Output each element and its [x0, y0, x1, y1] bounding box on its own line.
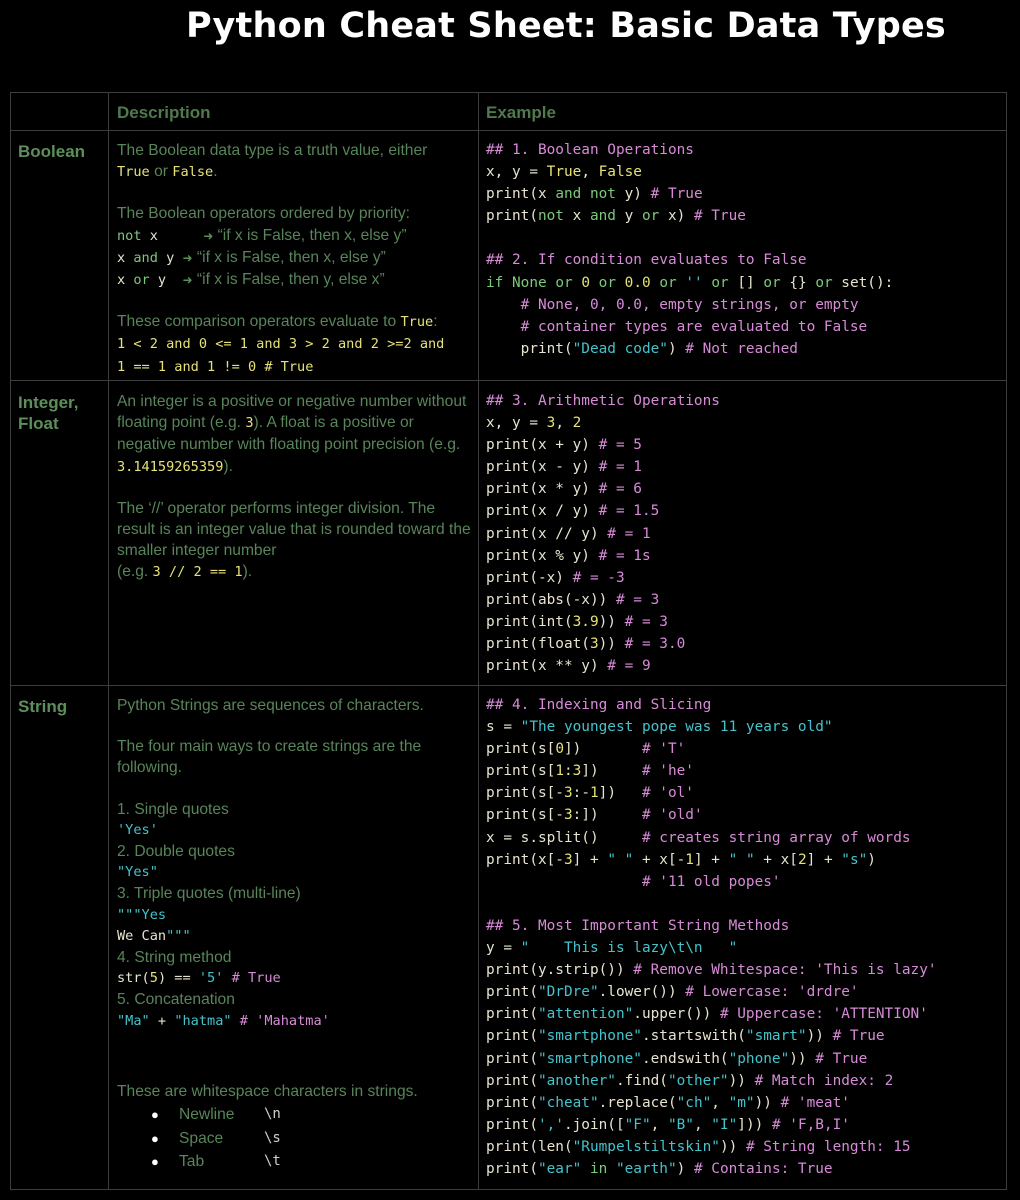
code-line: print(s[-3:]) # 'old' — [486, 807, 703, 824]
code-line — [486, 227, 893, 249]
code-line: print(x - y) # = 1 — [486, 459, 642, 476]
code-line: print("smartphone".startswith("smart")) # True — [486, 1028, 885, 1045]
whitespace-escape: \n — [264, 1106, 281, 1122]
code-line: y = " This is lazy\t\n " — [486, 940, 738, 957]
operator-row — [117, 227, 407, 244]
way-code: "Ma" + "hatma" # 'Mahatma' — [117, 1012, 330, 1029]
code-line: print(len("Rumpelstiltskin")) # String length: 15 — [486, 1138, 911, 1155]
float-example: 3.14159265359 — [117, 458, 224, 475]
string-label: String — [18, 697, 68, 716]
comparison-code-line: 1 < 2 and 0 <= 1 and 3 > 2 and 2 >=2 and — [117, 336, 445, 353]
code-line: print(x // y) # = 1 — [486, 525, 651, 542]
column-divider — [478, 93, 479, 1189]
division-paragraph — [117, 498, 477, 584]
code-line: print(x + y) # = 5 — [486, 437, 642, 454]
way-title: 2. Double quotes — [117, 843, 235, 861]
period-text: . — [213, 163, 218, 181]
code-line: print("DrDre".lower()) # Lowercase: 'drdre' — [486, 984, 859, 1001]
code-line: print(s[-3:-1]) # 'ol' — [486, 785, 694, 802]
integer-label: Integer, — [18, 393, 79, 412]
comparison-code-line: 1 == 1 and 1 != 0 # True — [117, 358, 314, 375]
way-title: 1. Single quotes — [117, 800, 229, 818]
integer-paragraph — [117, 391, 477, 478]
code-line: print(x * y) # = 6 — [486, 481, 642, 498]
operators-intro: The Boolean operators ordered by priority: — [117, 205, 410, 223]
code-line: print("attention".upper()) # Uppercase: 'ATTENTION' — [486, 1006, 928, 1023]
integer-description — [117, 391, 477, 604]
false-literal: False — [172, 164, 214, 181]
description-header: Description — [117, 103, 211, 122]
or-text: or — [149, 163, 173, 181]
code-line: ## 1. Boolean Operations — [486, 142, 694, 158]
whitespace-name: Space — [179, 1129, 224, 1147]
code-line: print(s[0]) # 'T' — [486, 741, 686, 758]
bullet-icon: ● — [151, 1107, 159, 1122]
code-line — [486, 893, 937, 915]
operator-code: x — [117, 249, 126, 266]
integer-text: An integer is a positive or negative number without floating point (e.g. — [117, 393, 467, 432]
float-label: Float — [18, 414, 59, 433]
code-line: print(abs(-x)) # = 3 — [486, 591, 660, 608]
division-eg: (e.g. — [117, 563, 153, 581]
row-divider — [11, 685, 1006, 686]
operator-gap — [174, 250, 182, 266]
bullet-icon: ● — [151, 1154, 159, 1169]
code-line: print(not x and y or x) # True — [486, 208, 746, 225]
code-line: print(x / y) # = 1.5 — [486, 503, 660, 520]
boolean-example-code — [486, 139, 893, 360]
arrow-icon: ➜ — [182, 250, 193, 265]
code-line: print(x ** y) # = 9 — [486, 658, 651, 675]
code-line: print(','.join(["F", "B", "I"])) # 'F,B,I' — [486, 1116, 850, 1133]
code-line: x, y = 3, 2 — [486, 415, 582, 432]
code-line: print("another".find("other")) # Match index: 2 — [486, 1072, 894, 1089]
integer-example-code — [486, 390, 720, 677]
code-line: x = s.split() # creates string array of words — [486, 829, 911, 846]
operator-gap — [166, 272, 182, 288]
code-line: print("Dead code") # Not reached — [486, 340, 798, 357]
operator-code: x — [141, 227, 158, 244]
string-creation-ways — [117, 799, 477, 1032]
string-example-code — [486, 694, 937, 1180]
code-line: print("cheat".replace("ch", "m")) # 'meat' — [486, 1094, 850, 1111]
way-code: str(5) == '5' # True — [117, 970, 281, 987]
way-code: 'Yes' — [117, 821, 158, 838]
code-line: if None or 0 or 0.0 or '' or [] or {} or set(): — [486, 274, 894, 291]
operator-row — [117, 249, 386, 266]
way-title: 4. String method — [117, 949, 232, 967]
boolean-description — [117, 140, 477, 398]
float-text: ). A float is a positive or negative number with floating point precision (e.g. — [117, 414, 461, 454]
code-line: print(-x) # = -3 — [486, 569, 625, 586]
comparison-operators — [117, 311, 477, 378]
page-title: Python Cheat Sheet: Basic Data Types — [186, 6, 946, 46]
code-line: ## 3. Arithmetic Operations — [486, 393, 720, 409]
column-divider — [108, 93, 109, 1189]
bullet-icon: ● — [151, 1130, 159, 1146]
colon-text: : — [433, 313, 438, 331]
code-line: ## 4. Indexing and Slicing — [486, 697, 712, 713]
code-line: # None, 0, 0.0, empty strings, or empty — [520, 296, 859, 313]
code-line: print(x and not y) # True — [486, 186, 703, 203]
comparison-intro: These comparison operators evaluate to — [117, 313, 397, 331]
true-literal: True — [117, 164, 150, 181]
operator-code: y — [149, 272, 167, 289]
code-line: print(x[-3] + " " + x[-1] + " " + x[2] + "s") — [486, 851, 876, 868]
boolean-intro-text: The Boolean data type is a truth value, either — [117, 142, 428, 159]
integer-example: 3 — [245, 415, 254, 432]
operator-code: not — [117, 227, 142, 244]
whitespace-intro: These are whitespace characters in strings. — [117, 1083, 418, 1100]
boolean-intro — [117, 140, 477, 183]
string-ways-intro: The four main ways to create strings are the following. — [117, 738, 422, 777]
code-line: print(s[1:3]) # 'he' — [486, 763, 694, 780]
arrow-icon: ➜ — [203, 228, 214, 243]
code-line: print(int(3.9)) # = 3 — [486, 613, 668, 630]
way-code: """Yes — [117, 906, 167, 923]
code-line: print("ear" in "earth") # Contains: True — [486, 1160, 833, 1177]
division-text: The ‘//’ operator performs integer division. The result is an integer value that is rounded toward the smaller integer number — [117, 499, 471, 560]
code-line: ## 5. Most Important String Methods — [486, 917, 790, 934]
cheat-sheet-table — [10, 92, 1007, 1190]
operator-meaning: “if x is False, then y, else x” — [196, 271, 385, 289]
code-line: print("smartphone".endswith("phone")) # True — [486, 1050, 868, 1067]
operator-row — [117, 271, 385, 288]
way-code: We Can""" — [117, 927, 191, 944]
whitespace-escape: \s — [264, 1129, 281, 1146]
code-line: print(y.strip()) # Remove Whitespace: 'This is lazy' — [486, 962, 937, 979]
operator-gap — [158, 228, 199, 244]
operator-meaning: “if x is False, then x, else y” — [217, 226, 407, 244]
division-code: 3 // 2 == 1 — [152, 564, 243, 581]
whitespace-escape: \t — [264, 1153, 281, 1169]
whitespace-name: Tab — [179, 1153, 205, 1170]
boolean-operators — [117, 203, 477, 291]
operator-code: and — [125, 249, 158, 266]
code-line: ## 2. If condition evaluates to False — [486, 252, 807, 269]
operator-code: or — [125, 272, 150, 289]
closing-text: ). — [242, 563, 253, 581]
boolean-label: Boolean — [18, 142, 86, 161]
code-line: # container types are evaluated to False — [520, 318, 868, 335]
way-title: 5. Concatenation — [117, 991, 235, 1009]
row-divider — [11, 130, 1006, 131]
way-title: 3. Triple quotes (multi-line) — [117, 885, 301, 903]
code-line: # '11 old popes' — [641, 873, 781, 890]
way-code: "Yes" — [117, 864, 158, 881]
operator-code: x — [117, 272, 126, 289]
example-header: Example — [486, 103, 556, 122]
operator-meaning: “if x is False, then x, else y” — [196, 248, 386, 266]
true-literal: True — [400, 314, 434, 331]
code-line: print(x % y) # = 1s — [486, 547, 651, 564]
whitespace-name: Newline — [179, 1106, 235, 1123]
string-description — [117, 695, 477, 1032]
code-line: print(float(3)) # = 3.0 — [486, 636, 686, 653]
operator-code: y — [157, 249, 175, 266]
string-intro: Python Strings are sequences of characters. — [117, 697, 424, 714]
code-line: x, y = True, False — [486, 164, 642, 181]
arrow-icon: ➜ — [182, 273, 193, 288]
code-line: s = "The youngest pope was 11 years old" — [486, 719, 833, 736]
closing-text: ). — [223, 457, 233, 475]
integer-float-label — [18, 392, 78, 434]
